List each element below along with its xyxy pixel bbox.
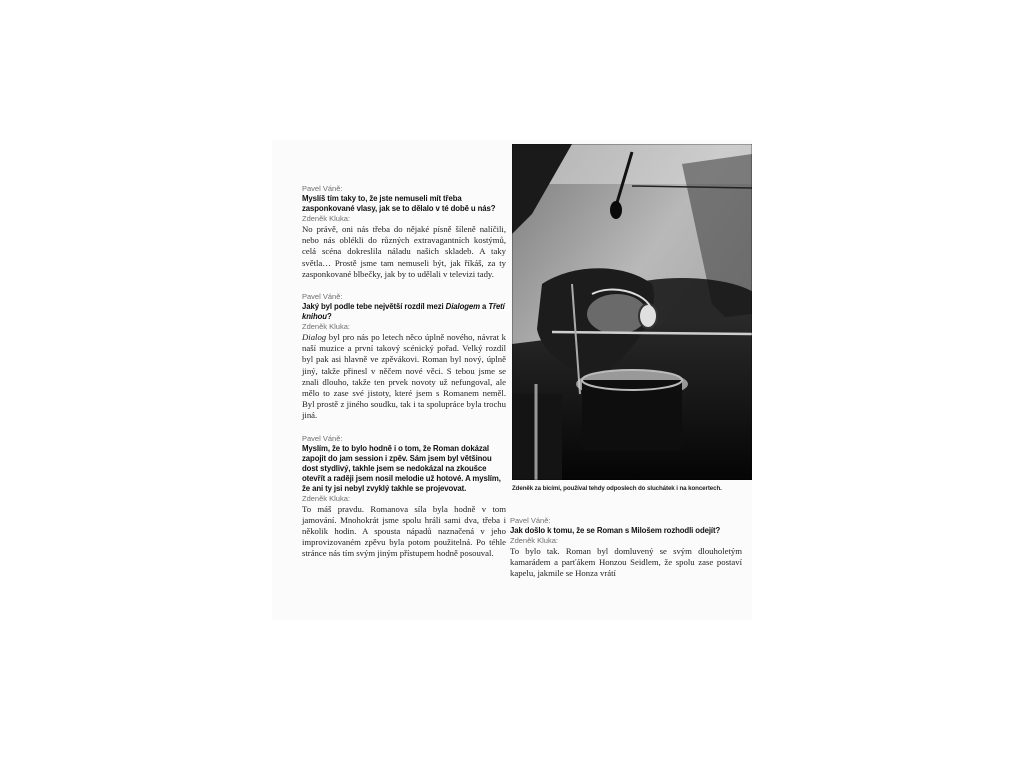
answer-text: To máš pravdu. Romanova síla byla hodně v tom jamování. Mnohokrát jsme spolu hráli sami dva, třeba i několik hodin. A spousta nápadů naznačená v jeho improvizovaném zpěvu byla potom použitelná. Po téhle stránce nás tím svým jiným přístupem hodně posouval.	[302, 503, 506, 559]
speaker-label: Pavel Váně:	[510, 516, 551, 525]
answer-speaker-label: Zdeněk Kluka:	[510, 536, 558, 545]
drummer-photo	[512, 144, 752, 480]
speaker-label: Pavel Váně:	[302, 184, 343, 193]
question-text: Jaký byl podle tebe největší rozdíl mezi Dialogem a Třetí knihou?	[302, 302, 505, 322]
speaker-label: Pavel Váně:	[302, 433, 343, 443]
interview-block-2	[302, 292, 506, 422]
question-text: Myslíš tím taky to, že jste nemuseli mít třeba zasponkované vlasy, jak se to dělalo v té době u nás?	[302, 194, 496, 213]
right-column	[510, 516, 742, 580]
photo-caption: Zdeněk za bicími, používal tehdy odposlech do sluchátek i na koncertech.	[512, 485, 722, 492]
question-text: Myslím, že to bylo hodně i o tom, že Roman dokázal zapojit do jam session i zpěv. Sám jsem byl většinou dost stydlivý, takhle jsem se nedokázal na zkoušce otevřít a raději jsem nosil melodie už hotové. A myslím, že ani ty jsi nebyl zvyklý takhle se projevovat.	[302, 443, 501, 493]
interview-block-3	[302, 434, 506, 560]
book-page	[272, 140, 752, 620]
answer-text: Dialog byl pro nás po letech něco úplně nového, návrat k naší muzice a první takový scénický pořad. Velký rozdíl byl pak asi hlavně ve zpěvákovi. Roman byl nový, úplně jiný, takže přinesl v něčem nové věci. S tebou jsme se znali dlouho, takže ten prvek novoty už nefungoval, ale mělo to zase své jistoty, které jsem s Romanem neměl. Byl prostě z jiného soudku, tak i ta spolupráce byla trochu jiná.	[302, 332, 506, 421]
answer-text: To bylo tak. Roman byl domluvený se svým dlouholetým kamarádem a parťákem Honzou Seidlem, že spolu zase postaví kapelu, jakmile se Honza vrátí	[510, 546, 742, 579]
answer-speaker-label: Zdeněk Kluka:	[302, 214, 350, 223]
interview-block-1	[302, 184, 506, 280]
answer-speaker-label: Zdeněk Kluka:	[302, 322, 350, 332]
speaker-label: Pavel Váně:	[302, 292, 343, 302]
left-column	[302, 184, 506, 572]
question-text: Jak došlo k tomu, že se Roman s Milošem rozhodli odejít?	[510, 526, 721, 535]
answer-text: No právě, oni nás třeba do nějaké písně šíleně nalíčili, nebo nás oblékli do různých extravagantních kostýmů, celá scéna dokreslila náladu našich skladeb. A taky světla… Prostě jsme tam nemuseli být, jak říkáš, za ty zasponkované blbečky, jak by to udělali v televizi tady.	[302, 224, 506, 279]
answer-speaker-label: Zdeněk Kluka:	[302, 493, 350, 503]
